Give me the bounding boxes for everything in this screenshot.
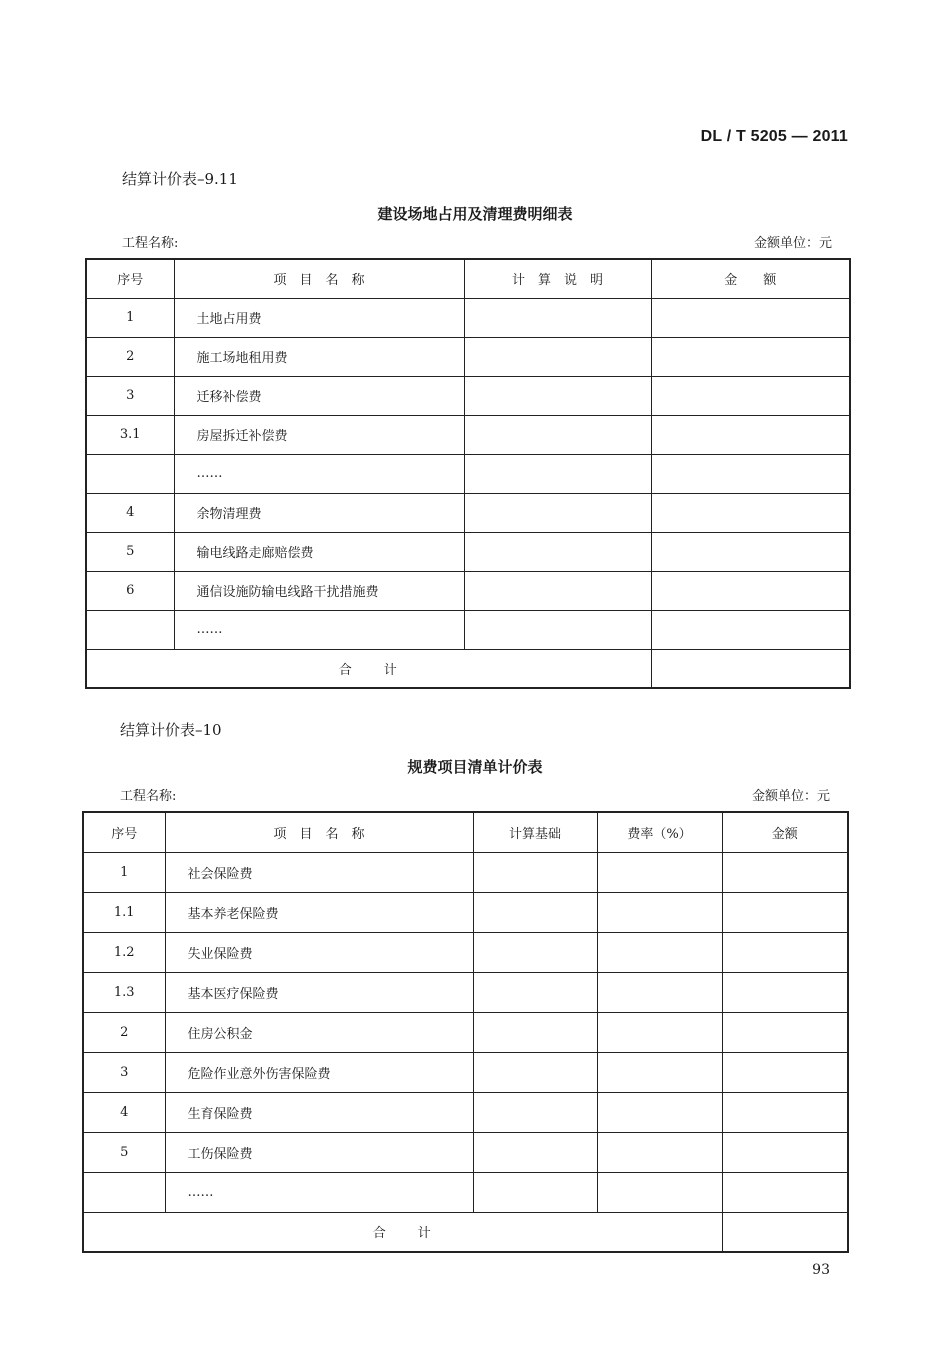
table2-header-row [83, 812, 848, 852]
row-desc [464, 298, 651, 337]
page-number: 93 [812, 1262, 830, 1278]
table-row [86, 532, 850, 571]
row-basis [473, 1052, 597, 1092]
table1-total-row [86, 649, 850, 688]
table2-total-amount [722, 1212, 848, 1252]
row-desc [464, 454, 651, 493]
row-rate [597, 1132, 722, 1172]
table1-header-row [86, 259, 850, 298]
row-basis [473, 892, 597, 932]
row-no: 4 [86, 493, 174, 532]
row-amount [722, 1052, 848, 1092]
row-desc [464, 493, 651, 532]
row-amount [722, 852, 848, 892]
row-name: 施工场地租用费 [174, 337, 464, 376]
row-name: 住房公积金 [165, 1012, 473, 1052]
row-name: 生育保险费 [165, 1092, 473, 1132]
row-no: 1 [86, 298, 174, 337]
row-rate [597, 972, 722, 1012]
table2-unit-label: 金额单位：元 [751, 789, 830, 804]
row-no: 3.1 [86, 415, 174, 454]
table1-col-desc: 计 算 说 明 [464, 259, 651, 298]
row-no [86, 610, 174, 649]
table-row [83, 1132, 848, 1172]
table-row [83, 932, 848, 972]
row-name: 房屋拆迁补偿费 [174, 415, 464, 454]
row-basis [473, 1172, 597, 1212]
row-amount [651, 337, 850, 376]
table2-col-basis: 计算基础 [473, 812, 597, 852]
table1-total-amount [651, 649, 850, 688]
row-name: 危险作业意外伤害保险费 [165, 1052, 473, 1092]
row-no: 4 [83, 1092, 165, 1132]
row-name: 通信设施防输电线路干扰措施费 [174, 571, 464, 610]
table-row [86, 610, 850, 649]
table-row [86, 337, 850, 376]
row-amount [722, 1172, 848, 1212]
row-rate [597, 1092, 722, 1132]
row-rate [597, 1012, 722, 1052]
table1-col-amount: 金 额 [651, 259, 850, 298]
row-name: 基本养老保险费 [165, 892, 473, 932]
table2-project-label: 工程名称: [120, 789, 177, 804]
table2-total-label: 合 计 [83, 1212, 722, 1252]
row-name: …… [174, 454, 464, 493]
row-name: 工伤保险费 [165, 1132, 473, 1172]
table-row [83, 1052, 848, 1092]
row-amount [722, 1092, 848, 1132]
row-name: 基本医疗保险费 [165, 972, 473, 1012]
table-row [83, 852, 848, 892]
table-row [83, 1172, 848, 1212]
row-desc [464, 415, 651, 454]
row-amount [722, 1132, 848, 1172]
table-row [83, 1092, 848, 1132]
row-no: 5 [83, 1132, 165, 1172]
table1-title: 建设场地占用及清理费明细表 [377, 205, 573, 223]
row-amount [722, 972, 848, 1012]
row-name: 失业保险费 [165, 932, 473, 972]
table2-col-amount: 金额 [722, 812, 848, 852]
row-desc [464, 376, 651, 415]
row-no [86, 454, 174, 493]
table1-col-no: 序号 [86, 259, 174, 298]
row-name: 余物清理费 [174, 493, 464, 532]
row-amount [651, 532, 850, 571]
row-amount [722, 932, 848, 972]
row-no: 1.3 [83, 972, 165, 1012]
row-no: 2 [86, 337, 174, 376]
row-name: 输电线路走廊赔偿费 [174, 532, 464, 571]
table-row [86, 571, 850, 610]
row-basis [473, 932, 597, 972]
row-basis [473, 1012, 597, 1052]
row-no: 2 [83, 1012, 165, 1052]
row-amount [651, 610, 850, 649]
row-amount [651, 376, 850, 415]
row-name: 社会保险费 [165, 852, 473, 892]
table2-col-no: 序号 [83, 812, 165, 852]
table2 [82, 811, 849, 1253]
row-no: 6 [86, 571, 174, 610]
table-row [86, 415, 850, 454]
table2-col-rate: 费率（%） [597, 812, 722, 852]
row-no: 3 [83, 1052, 165, 1092]
table1-section-label: 结算计价表–9.11 [122, 170, 238, 188]
table-row [86, 454, 850, 493]
table-row [86, 298, 850, 337]
row-no: 3 [86, 376, 174, 415]
row-desc [464, 532, 651, 571]
table2-col-name: 项 目 名 称 [165, 812, 473, 852]
table-row [86, 376, 850, 415]
table1-unit-label: 金额单位：元 [753, 236, 832, 251]
table1-col-name: 项 目 名 称 [174, 259, 464, 298]
row-desc [464, 337, 651, 376]
row-rate [597, 892, 722, 932]
row-basis [473, 1092, 597, 1132]
row-basis [473, 852, 597, 892]
row-amount [651, 454, 850, 493]
table-row [86, 493, 850, 532]
table2-section-label: 结算计价表–10 [120, 721, 222, 739]
row-amount [651, 571, 850, 610]
table2-title: 规费项目清单计价表 [407, 758, 543, 776]
row-amount [722, 1012, 848, 1052]
table1-total-label: 合 计 [86, 649, 651, 688]
table-row [83, 1012, 848, 1052]
row-rate [597, 1172, 722, 1212]
row-basis [473, 1132, 597, 1172]
row-no: 1.1 [83, 892, 165, 932]
row-name: …… [174, 610, 464, 649]
row-amount [722, 892, 848, 932]
row-basis [473, 972, 597, 1012]
row-name: 迁移补偿费 [174, 376, 464, 415]
row-no: 1 [83, 852, 165, 892]
row-name: …… [165, 1172, 473, 1212]
row-no: 5 [86, 532, 174, 571]
row-name: 土地占用费 [174, 298, 464, 337]
row-rate [597, 852, 722, 892]
standard-code: DL / T 5205 — 2011 [700, 128, 848, 145]
table2-total-row [83, 1212, 848, 1252]
row-amount [651, 298, 850, 337]
row-amount [651, 415, 850, 454]
row-no [83, 1172, 165, 1212]
row-rate [597, 932, 722, 972]
row-no: 1.2 [83, 932, 165, 972]
table1-project-label: 工程名称: [122, 236, 179, 251]
row-desc [464, 571, 651, 610]
row-desc [464, 610, 651, 649]
table-row [83, 892, 848, 932]
table-row [83, 972, 848, 1012]
row-rate [597, 1052, 722, 1092]
row-amount [651, 493, 850, 532]
table1 [85, 258, 851, 689]
